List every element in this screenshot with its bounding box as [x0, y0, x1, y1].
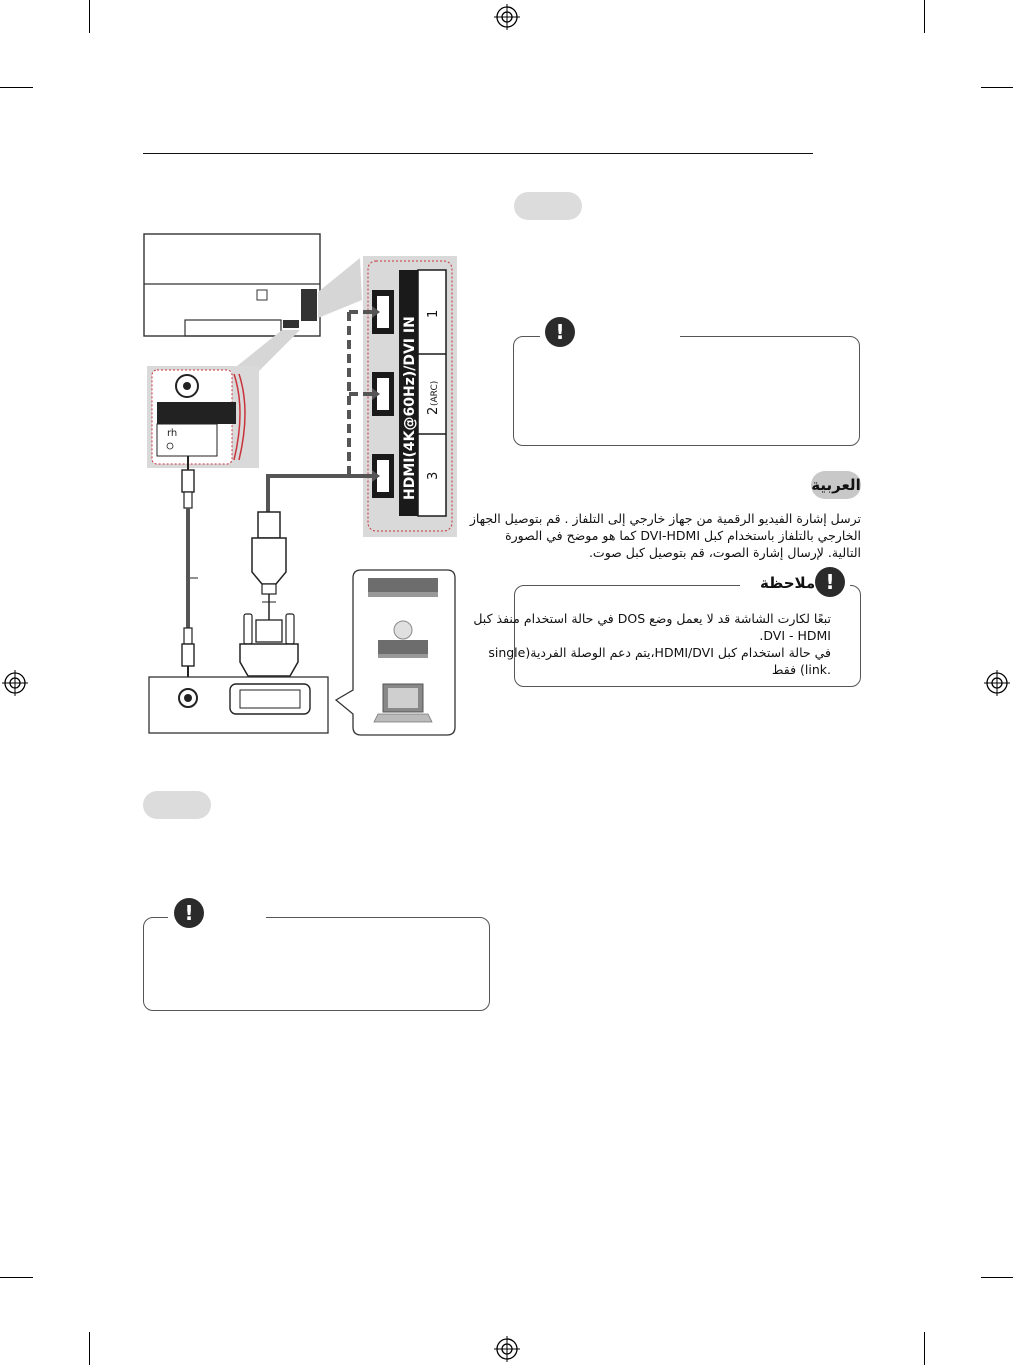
external-device-panel — [149, 677, 328, 733]
registration-mark-icon — [494, 4, 520, 30]
hdmi-port-panel — [363, 256, 457, 537]
crop-mark — [89, 0, 90, 33]
warning-icon: ! — [815, 567, 845, 597]
audio-cable-illustration — [182, 456, 198, 680]
header-rule — [143, 153, 813, 154]
crop-mark — [981, 1277, 1013, 1278]
hdmi-port-2-label: 2 — [426, 406, 441, 415]
device-callout — [336, 570, 455, 735]
hdmi-plug-illustration — [252, 512, 286, 604]
dvi-plug-illustration — [240, 604, 298, 676]
hdmi-port-header: HDMI(4K@60Hz)/DVI IN — [402, 316, 418, 500]
crop-mark — [0, 1277, 33, 1278]
note-text-line: .DVI - HDMI — [759, 628, 831, 643]
crop-mark — [0, 87, 33, 88]
body-text-line: التالية. لإرسال إشارة الصوت، قم بتوصيل كبل صوت. — [588, 545, 861, 560]
audio-port-panel — [147, 366, 259, 468]
language-label: العربية — [811, 471, 861, 499]
registration-mark-icon — [2, 670, 28, 696]
crop-mark — [924, 1332, 925, 1365]
crop-mark — [981, 87, 1013, 88]
body-text-line: ترسل إشارة الفيديو الرقمية من جهاز خارجي إلى التلفاز . قم بتوصيل الجهاز — [469, 511, 861, 526]
connection-diagram — [140, 228, 470, 743]
warning-icon: ! — [174, 898, 204, 928]
note-box — [513, 336, 860, 446]
registration-mark-icon — [984, 670, 1010, 696]
crop-mark — [924, 0, 925, 33]
note-box — [143, 917, 490, 1011]
hdmi-port-3-label: 3 — [426, 471, 441, 480]
note-text-line: .link) فقط — [771, 662, 831, 677]
note-text-line: في حالة استخدام كبل HDMI/DVI،يتم دعم الوصلة الفردية(single — [488, 645, 831, 660]
warning-icon: ! — [545, 317, 575, 347]
section-header-pill — [514, 192, 582, 220]
tv-back-illustration — [144, 234, 320, 336]
body-text-line: الخارجي بالتلفاز باستخدام كبل DVI-HDMI كما هو موضح في الصورة — [505, 528, 861, 543]
hdmi-port-2-arc-label: (ARC) — [430, 380, 440, 406]
hdmi-port-1-label: 1 — [426, 309, 441, 318]
section-header-pill — [143, 791, 211, 819]
note-text-line: تبعًا لكارت الشاشة قد لا يعمل وضع DOS في حالة استخدام منفذ كبل — [473, 611, 831, 626]
crop-mark — [89, 1332, 90, 1365]
registration-mark-icon — [494, 1336, 520, 1362]
note-title: ملاحظة — [760, 574, 816, 592]
svg-text:rh: rh — [167, 428, 178, 439]
